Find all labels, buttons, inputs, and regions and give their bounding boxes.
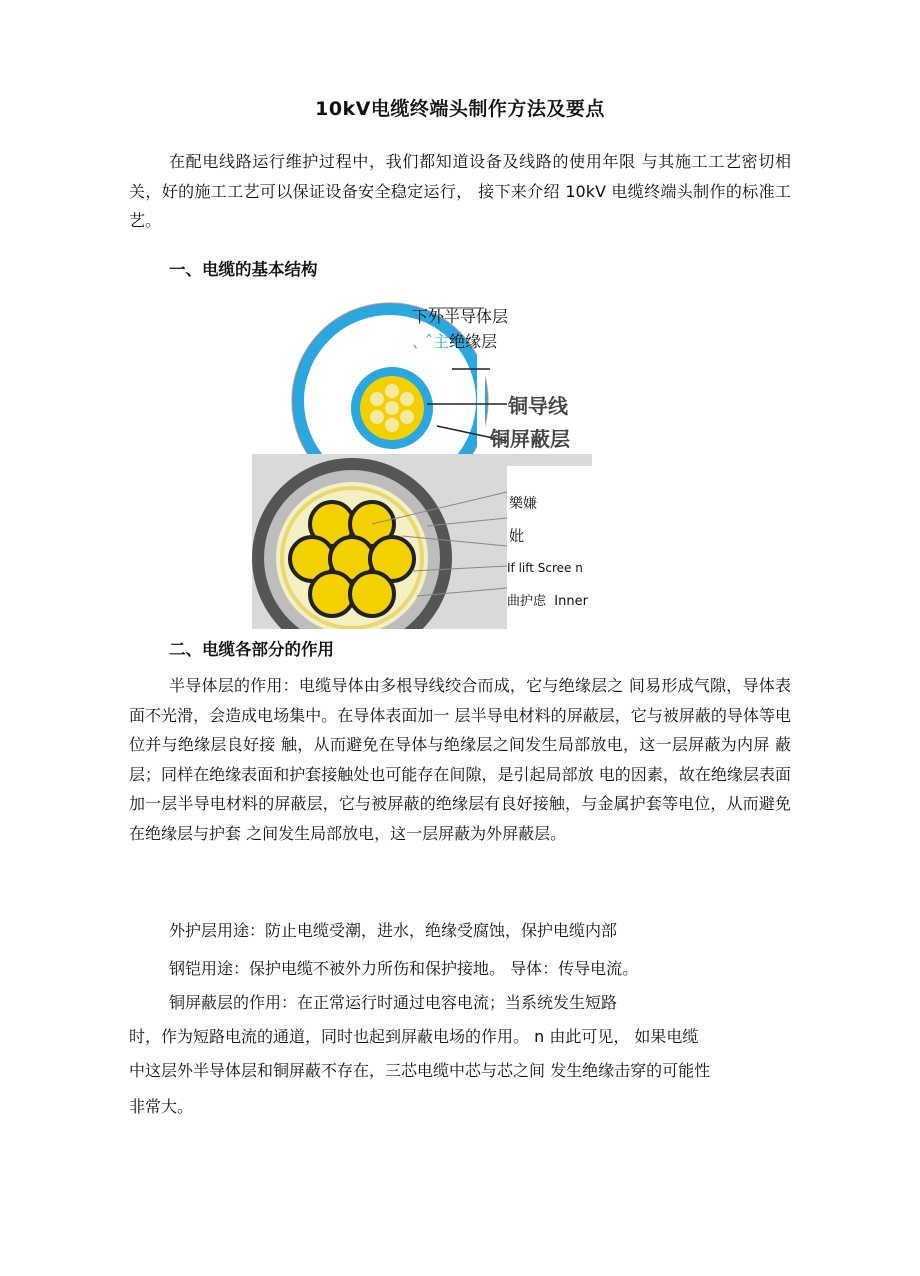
cut-gap <box>477 356 485 461</box>
label-inner <box>507 590 588 609</box>
cable-structure-figure <box>252 296 592 629</box>
label-inner-text: Inner <box>554 594 588 609</box>
semiconductor-paragraph: 半导体层的作用：电缆导体由多根导线绞合而成，它与绝缘层之 间易形成气隙，导体表面不光滑，会造成电场集中。在导体表面加一 层半导电材料的屏蔽层，它与被屏蔽的导体等电位并与绝缘层良好接 触，从而避免在导体与绝缘层之间发生局部放电，这一层屏蔽为内屏 蔽层；同样在绝缘表面和护套接触处也可能存在间隙，是引起局部放 电的因素，故在绝缘层表面加一层半导电材料的屏蔽层，它与被屏蔽的绝缘层有良好接触，与金属护套等电位，从而避免在绝缘层与护套 之间发生局部放电，这一层屏蔽为外屏蔽层。 <box>129 676 791 843</box>
label-main-insulation-text: 绝缘层 <box>449 332 498 351</box>
label-outer-semi-layer: 下外半导体层 <box>412 307 509 326</box>
copper-shield-line-1: 铜屏蔽层的作用：在正常运行时通过电容电流；当系统发生短路 <box>169 993 618 1012</box>
label-inner-prefix: 曲护虑 <box>507 594 547 609</box>
copper-shield-line-3: 中这层外半导体层和铜屏蔽不存在，三芯电缆中芯与芯之间 发生绝缘击穿的可能性 <box>129 1061 711 1080</box>
copper-shield-line-4: 非常大。 <box>129 1097 194 1116</box>
label-main-insulation <box>412 329 497 352</box>
label-garbled-2: 妣 <box>509 527 525 545</box>
section-heading-structure: 一、电缆的基本结构 <box>169 260 318 279</box>
core-group <box>290 502 414 616</box>
core-7 <box>350 572 394 616</box>
label-copper-shield: 铜屏蔽层 <box>490 427 570 451</box>
core-6 <box>310 572 354 616</box>
page-title: 10kV电缆终端头制作方法及要点 <box>315 98 605 120</box>
section-heading-functions: 二、电缆各部分的作用 <box>169 640 334 659</box>
label-screen: If lift Scree n <box>507 561 583 575</box>
lower-photo-top-strip <box>507 454 592 466</box>
outer-sheath-paragraph: 外护层用途：防止电缆受潮，进水，绝缘受腐蚀，保护电缆内部 <box>169 921 618 940</box>
intro-paragraph: 在配电线路运行维护过程中，我们都知道设备及线路的使用年限 与其施工工艺密切相关，好的施工工艺可以保证设备安全稳定运行， 接下来介绍 10kV 电缆终端头制作的标准工艺。 <box>129 152 791 230</box>
label-main-insulation-prefix: 、 ̂主 <box>412 332 450 351</box>
label-copper-wire: 铜导线 <box>508 394 568 418</box>
label-garbled-1: 樂嫌 <box>509 496 537 512</box>
steel-armor-paragraph: 钢铠用途：保护电缆不被外力所伤和保护接地。 导体：传导电流。 <box>169 959 639 978</box>
copper-shield-line-2: 时，作为短路电流的通道，同时也起到屏蔽电场的作用。 n 由此可见， 如果电缆 <box>129 1027 699 1046</box>
